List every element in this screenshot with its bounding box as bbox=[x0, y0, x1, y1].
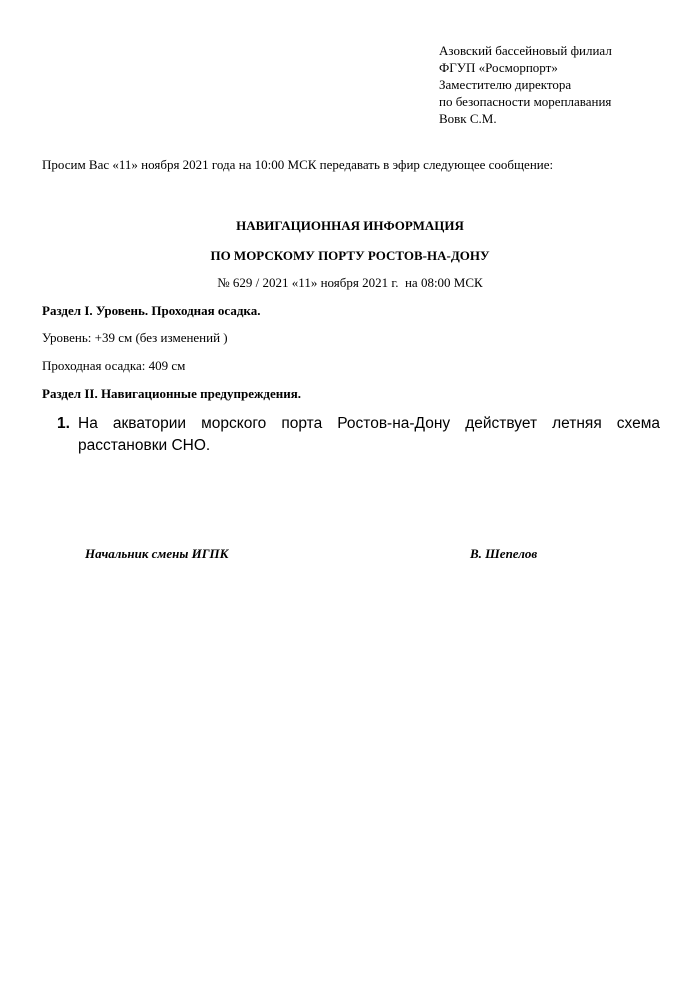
addressee-line: Вовк С.М. bbox=[439, 111, 497, 126]
addressee-line: ФГУП «Росморпорт» bbox=[439, 60, 558, 75]
bulletin-number: № 629 / 2021 «11» ноября 2021 г. на 08:00 МСК bbox=[217, 275, 483, 290]
addressee-line: по безопасности мореплавания bbox=[439, 94, 612, 109]
section-2-heading: Раздел II. Навигационные предупреждения. bbox=[42, 386, 302, 401]
document-title: НАВИГАЦИОННАЯ ИНФОРМАЦИЯ bbox=[236, 218, 464, 233]
addressee-block bbox=[439, 42, 612, 127]
section-1-heading: Раздел I. Уровень. Проходная осадка. bbox=[42, 303, 261, 318]
warning-list-item bbox=[57, 413, 660, 457]
passage-draft: Проходная осадка: 409 см bbox=[42, 358, 186, 373]
request-text: Просим Вас «11» ноября 2021 года на 10:00 МСК передавать в эфир следующее сообщение: bbox=[42, 157, 554, 172]
warning-number: 1. bbox=[57, 415, 70, 432]
warning-text: На акватории морского порта Ростов-на-Дону действует летняя схема расстановки СНО. bbox=[78, 415, 660, 454]
addressee-line: Азовский бассейновый филиал bbox=[439, 43, 612, 58]
signature-role: Начальник смены ИГПК bbox=[85, 546, 229, 561]
water-level: Уровень: +39 см (без изменений ) bbox=[42, 330, 228, 345]
signature-name: В. Шепелов bbox=[470, 546, 538, 561]
document-subtitle: ПО МОРСКОМУ ПОРТУ РОСТОВ-НА-ДОНУ bbox=[210, 248, 490, 263]
addressee-line: Заместителю директора bbox=[439, 77, 572, 92]
